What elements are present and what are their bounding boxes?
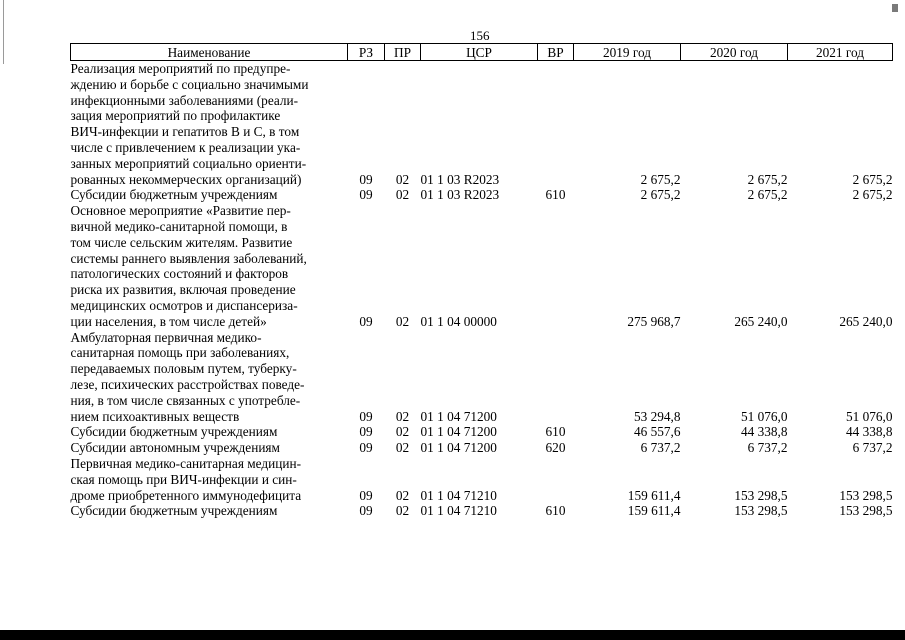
row-2021: 153 298,5 [839,503,893,519]
row-name [71,330,348,425]
table-row [71,424,893,440]
row-name [71,203,348,329]
row-2019: 53 294,8 [633,408,681,424]
row-2019: 275 968,7 [627,313,681,329]
table-row [71,330,893,425]
scan-edge-line [3,0,4,64]
row-rz: 09 [359,313,373,329]
row-name-line: ВИЧ-инфекции и гепатитов B и C, в том [70,124,300,140]
header-2020: 2020 год [681,44,788,61]
row-2021: 6 737,2 [852,440,893,456]
budget-table [70,43,893,519]
row-name [71,456,348,503]
row-name-line: риска их развития, включая проведение [70,282,296,298]
row-2019: 2 675,2 [640,187,681,203]
row-rz: 09 [359,487,373,503]
row-name-line: инфекционными заболеваниями (реали- [70,92,299,108]
row-name-line: системы раннего выявления заболеваний, [70,250,307,266]
row-2020: 2 675,2 [747,187,788,203]
header-pr: ПР [385,44,421,61]
row-csr: 01 1 04 71200 [420,424,497,440]
row-vr [538,203,574,329]
header-2021: 2021 год [788,44,893,61]
row-pr: 02 [395,171,410,187]
row-rz: 09 [359,440,373,456]
row-rz: 09 [359,424,373,440]
row-pr: 02 [395,487,410,503]
row-rz: 09 [359,187,373,203]
header-csr: ЦСР [421,44,538,61]
row-name-line: рованных некоммерческих организаций) [70,171,302,187]
row-csr: 01 1 04 71210 [420,487,497,503]
row-name-line: санитарная помощь при заболеваниях, [70,345,290,361]
row-pr: 02 [395,313,410,329]
table-row [71,203,893,329]
row-name-line: ская помощь при ВИЧ-инфекции и син- [70,471,297,487]
row-2021: 265 240,0 [839,313,893,329]
row-name-line: передаваемых половым путем, туберку- [70,361,297,377]
row-2020: 2 675,2 [747,171,788,187]
row-2020: 44 338,8 [740,424,788,440]
row-name-line: том числе сельским жителям. Развитие [70,234,293,250]
row-2021: 51 076,0 [845,408,893,424]
page-number: 156 [470,28,490,43]
table-row [71,440,893,456]
row-vr: 610 [545,187,566,203]
row-vr [538,61,574,188]
row-name-line: ции населения, в том числе детей» [70,313,267,329]
row-name-line: патологических состояний и факторов [70,266,289,282]
scan-bottom-border [0,630,905,640]
row-2021: 2 675,2 [852,171,893,187]
row-2020: 265 240,0 [734,313,788,329]
row-name [71,503,348,519]
table-row [71,187,893,203]
row-vr: 620 [545,440,566,456]
row-rz: 09 [359,503,373,519]
row-name-line: Субсидии бюджетным учреждениям [70,187,278,203]
row-name-line: медицинских осмотров и диспансериза- [70,297,298,313]
table-header-row [71,44,893,61]
row-pr: 02 [395,408,410,424]
row-2021: 2 675,2 [852,187,893,203]
header-2019: 2019 год [574,44,681,61]
row-name [71,61,348,188]
row-2021: 44 338,8 [845,424,893,440]
row-name-line: Субсидии бюджетным учреждениям [70,503,278,519]
row-2019: 2 675,2 [640,171,681,187]
row-name-line: нием психоактивных веществ [70,408,240,424]
row-csr: 01 1 04 71200 [420,440,497,456]
row-pr: 02 [395,503,410,519]
row-2019: 159 611,4 [627,487,681,503]
row-name-line: Основное мероприятие «Развитие пер- [70,203,291,219]
row-rz: 09 [359,171,373,187]
row-name-line: ния, в том числе связанных с употребле- [70,392,301,408]
table-body [71,61,893,520]
row-name-line: лезе, психических расстройствах поведе- [70,376,305,392]
table-row [71,503,893,519]
row-csr: 01 1 04 71210 [420,503,497,519]
row-pr: 02 [395,187,410,203]
row-vr [538,456,574,503]
header-rz: РЗ [348,44,385,61]
row-2019: 46 557,6 [633,424,681,440]
row-vr [538,330,574,425]
row-name-line: Первичная медико-санитарная медицин- [70,455,302,471]
row-csr: 01 1 04 71200 [420,408,497,424]
row-2020: 153 298,5 [734,503,788,519]
row-rz: 09 [359,408,373,424]
row-name-line: вичной медико-санитарной помощи, в [70,218,288,234]
row-vr: 610 [545,424,566,440]
row-name-line: дроме приобретенного иммунодефицита [70,487,302,503]
header-name: Наименование [71,44,348,61]
row-name-line: занных мероприятий социально ориенти- [70,155,307,171]
row-2020: 51 076,0 [740,408,788,424]
row-name [71,424,348,440]
row-vr: 610 [545,503,566,519]
row-name-line: числе с привлечением к реализации ука- [70,139,301,155]
row-name-line: Реализация мероприятий по предупре- [70,61,291,76]
row-name-line: Амбулаторная первичная медико- [70,329,262,345]
scan-corner-mark [892,4,898,12]
row-name [71,187,348,203]
row-name-line: Субсидии автономным учреждениям [70,440,280,456]
row-pr: 02 [395,440,410,456]
row-name-line: зация мероприятий по профилактике [70,108,281,124]
header-vr: ВР [538,44,574,61]
row-csr: 01 1 03 R2023 [420,187,500,203]
row-2019: 159 611,4 [627,503,681,519]
row-name-line: ждению и борьбе с социально значимыми [70,76,309,92]
row-csr: 01 1 03 R2023 [420,171,500,187]
row-2020: 153 298,5 [734,487,788,503]
row-2021: 153 298,5 [839,487,893,503]
row-2019: 6 737,2 [640,440,681,456]
row-name [71,440,348,456]
row-csr: 01 1 04 00000 [420,313,497,329]
table-row [71,61,893,188]
row-2020: 6 737,2 [747,440,788,456]
row-pr: 02 [395,424,410,440]
row-name-line: Субсидии бюджетным учреждениям [70,424,278,440]
table-row [71,456,893,503]
